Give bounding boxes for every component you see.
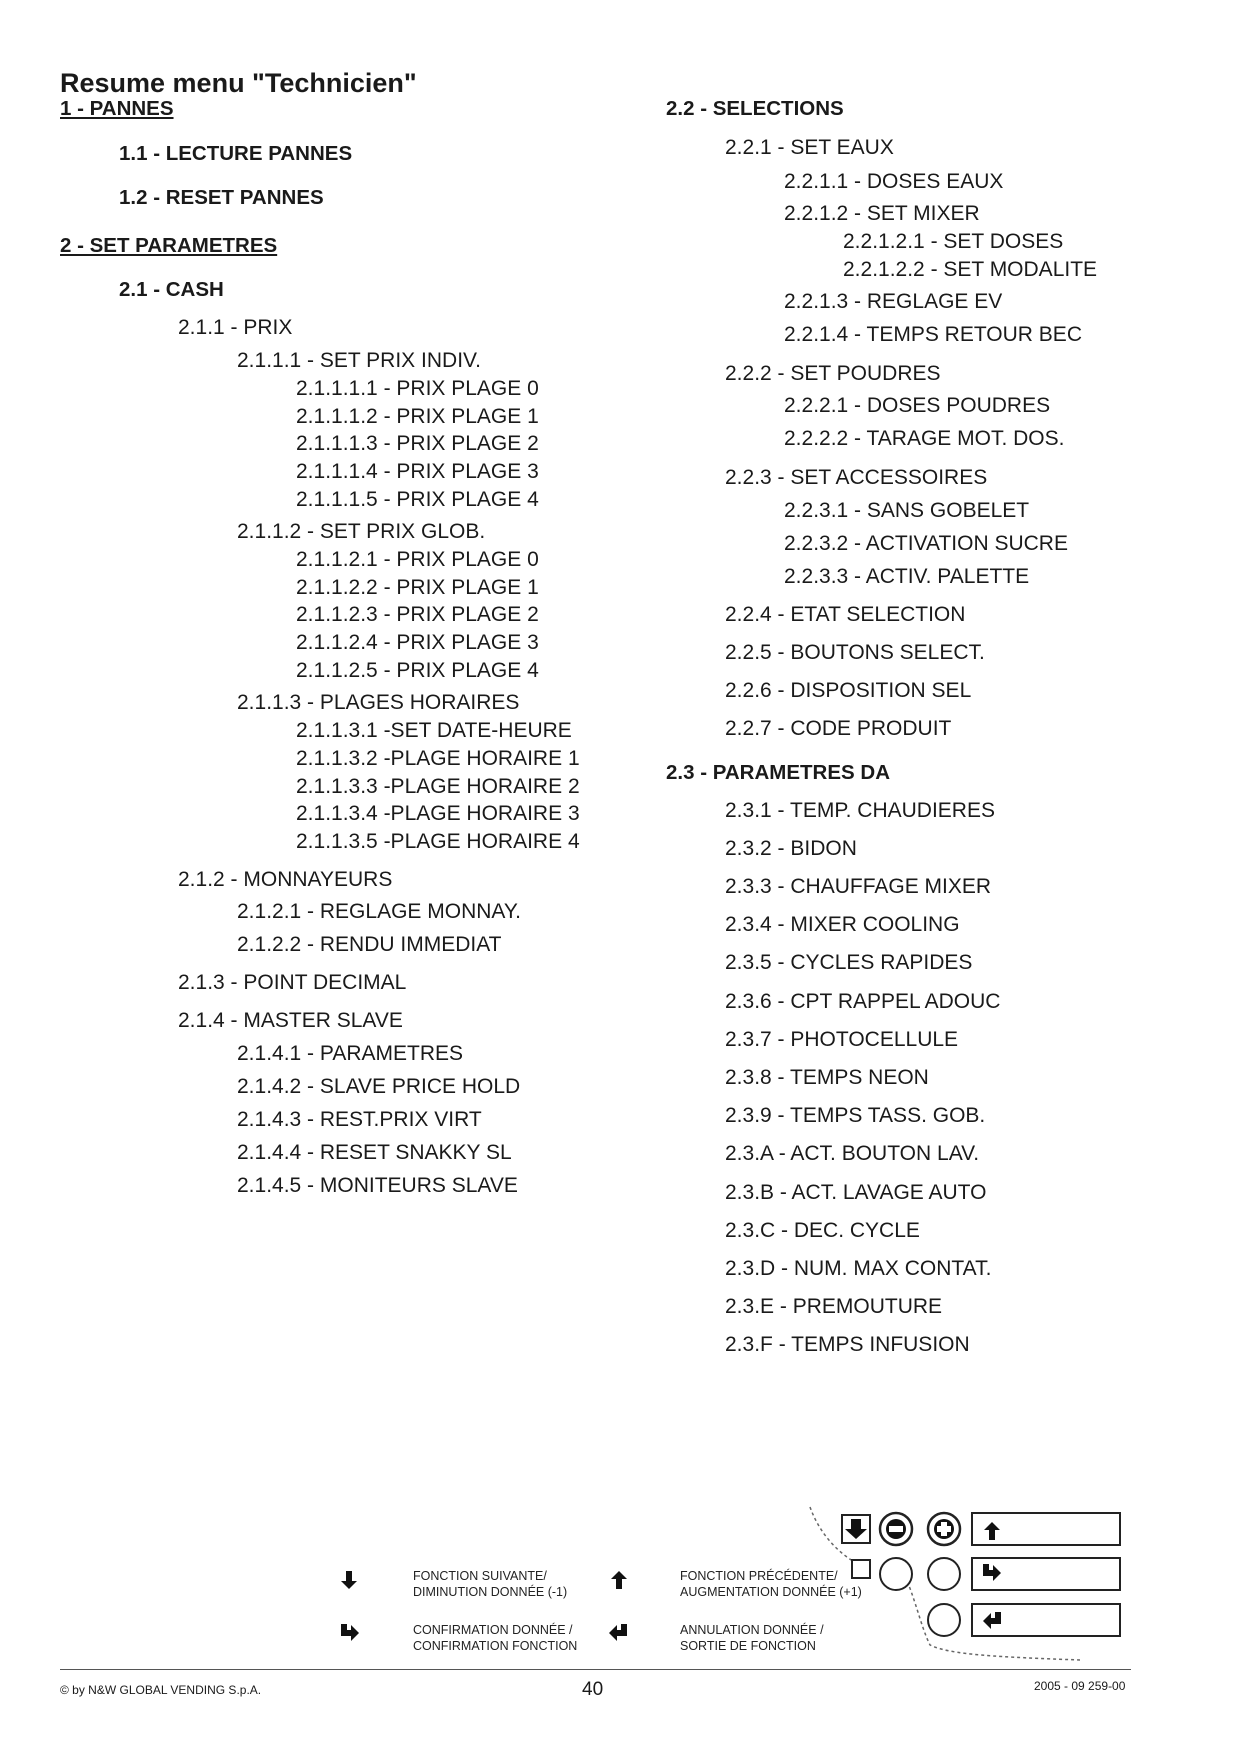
left-menu-item: 2.1.1.3.2 -PLAGE HORAIRE 1 <box>296 747 580 770</box>
right-menu-item: 2.3.D - NUM. MAX CONTAT. <box>725 1257 992 1280</box>
footer-copyright: © by N&W GLOBAL VENDING S.p.A. <box>60 1683 262 1697</box>
right-menu-item: 2.2.3.1 - SANS GOBELET <box>784 499 1030 522</box>
right-menu-item: 2.2.2 - SET POUDRES <box>725 362 941 385</box>
left-menu-item: 2.1.4.1 - PARAMETRES <box>237 1042 464 1065</box>
right-menu-item: 2.3.1 - TEMP. CHAUDIERES <box>725 799 995 822</box>
left-menu-item: 2.1.1.1.3 - PRIX PLAGE 2 <box>296 432 539 455</box>
right-menu-item: 2.2.6 - DISPOSITION SEL <box>725 679 972 702</box>
enter-arrow-icon <box>338 1621 360 1643</box>
left-menu-item: 2.1.1.2.4 - PRIX PLAGE 3 <box>296 631 539 654</box>
right-menu-item: 2.2.7 - CODE PRODUIT <box>725 717 952 740</box>
right-menu-item: 2.2.1.2.1 - SET DOSES <box>843 230 1064 253</box>
left-menu-item: 2 - SET PARAMETRES <box>60 234 278 257</box>
left-menu-item: 2.1.1.1.2 - PRIX PLAGE 1 <box>296 405 539 428</box>
right-menu-item: 2.3.6 - CPT RAPPEL ADOUC <box>725 990 1001 1013</box>
right-menu-item: 2.2.3 - SET ACCESSOIRES <box>725 466 988 489</box>
left-menu-item: 2.1.2.2 - RENDU IMMEDIAT <box>237 933 502 956</box>
left-menu-item: 2.1.1.2.5 - PRIX PLAGE 4 <box>296 659 539 682</box>
left-menu-item: 2.1.1.3.5 -PLAGE HORAIRE 4 <box>296 830 580 853</box>
document-code: 2005 - 09 259-00 <box>1034 1679 1126 1693</box>
right-menu-item: 2.2.2.2 - TARAGE MOT. DOS. <box>784 427 1065 450</box>
right-menu-item: 2.3 - PARAMETRES DA <box>666 761 891 784</box>
arrow-up-icon <box>608 1569 630 1591</box>
right-menu-item: 2.2.1.4 - TEMPS RETOUR BEC <box>784 323 1082 346</box>
right-menu-item: 2.2.1 - SET EAUX <box>725 136 894 159</box>
back-arrow-icon <box>608 1621 630 1643</box>
right-menu-item: 2.3.B - ACT. LAVAGE AUTO <box>725 1181 987 1204</box>
left-menu-item: 2.1.1.1.4 - PRIX PLAGE 3 <box>296 460 539 483</box>
left-menu-item: 2.1.1.1 - SET PRIX INDIV. <box>237 349 481 372</box>
right-menu-item: 2.3.A - ACT. BOUTON LAV. <box>725 1142 980 1165</box>
left-menu-item: 2.1.3 - POINT DECIMAL <box>178 971 407 994</box>
right-menu-item: 2.2.4 - ETAT SELECTION <box>725 603 966 626</box>
footer-divider <box>60 1669 1131 1670</box>
legend-previous-function: FONCTION PRÉCÉDENTE/ AUGMENTATION DONNÉE (+1) <box>680 1569 862 1599</box>
left-menu-item: 2.1.1.3.3 -PLAGE HORAIRE 2 <box>296 775 580 798</box>
right-menu-item: 2.3.7 - PHOTOCELLULE <box>725 1028 959 1051</box>
left-menu-item: 1 - PANNES <box>60 97 174 120</box>
right-menu-item: 2.3.E - PREMOUTURE <box>725 1295 943 1318</box>
left-menu-item: 1.1 - LECTURE PANNES <box>119 142 353 165</box>
left-menu-item: 2.1.4.2 - SLAVE PRICE HOLD <box>237 1075 521 1098</box>
right-menu-item: 2.2.3.3 - ACTIV. PALETTE <box>784 565 1030 588</box>
legend-next-function: FONCTION SUIVANTE/ DIMINUTION DONNÉE (-1) <box>413 1569 568 1599</box>
right-menu-item: 2.3.C - DEC. CYCLE <box>725 1219 920 1242</box>
right-menu-item: 2.3.3 - CHAUFFAGE MIXER <box>725 875 992 898</box>
right-menu-item: 2.2.1.1 - DOSES EAUX <box>784 170 1004 193</box>
arrow-down-icon <box>338 1569 360 1591</box>
right-menu-item: 2.3.9 - TEMPS TASS. GOB. <box>725 1104 986 1127</box>
left-menu-item: 1.2 - RESET PANNES <box>119 186 324 209</box>
page-title: Resume menu "Technicien" <box>60 68 417 98</box>
left-menu-item: 2.1.1.2.2 - PRIX PLAGE 1 <box>296 576 539 599</box>
right-menu-item: 2.2.5 - BOUTONS SELECT. <box>725 641 985 664</box>
left-menu-item: 2.1.4 - MASTER SLAVE <box>178 1009 403 1032</box>
right-menu-item: 2.3.2 - BIDON <box>725 837 857 860</box>
right-menu-item: 2.3.F - TEMPS INFUSION <box>725 1333 970 1356</box>
left-menu-item: 2.1.2 - MONNAYEURS <box>178 868 393 891</box>
left-menu-item: 2.1.4.3 - REST.PRIX VIRT <box>237 1108 482 1131</box>
right-menu-item: 2.2.3.2 - ACTIVATION SUCRE <box>784 532 1068 555</box>
right-menu-item: 2.2.1.2.2 - SET MODALITE <box>843 258 1098 281</box>
keypad-illustration <box>800 1505 1140 1665</box>
left-menu-item: 2.1.1.2 - SET PRIX GLOB. <box>237 520 486 543</box>
legend-confirm: CONFIRMATION DONNÉE / CONFIRMATION FONCTION <box>413 1623 578 1653</box>
right-menu-item: 2.3.8 - TEMPS NEON <box>725 1066 929 1089</box>
left-menu-item: 2.1.1.2.3 - PRIX PLAGE 2 <box>296 603 539 626</box>
left-menu-item: 2.1.4.5 - MONITEURS SLAVE <box>237 1174 518 1197</box>
legend-cancel: ANNULATION DONNÉE / SORTIE DE FONCTION <box>680 1623 824 1653</box>
right-menu-item: 2.2.1.3 - REGLAGE EV <box>784 290 1003 313</box>
right-menu-item: 2.2.1.2 - SET MIXER <box>784 202 980 225</box>
right-menu-item: 2.2 - SELECTIONS <box>666 97 844 120</box>
left-menu-item: 2.1.1 - PRIX <box>178 316 293 339</box>
left-menu-item: 2.1.2.1 - REGLAGE MONNAY. <box>237 900 521 923</box>
left-menu-item: 2.1 - CASH <box>119 278 224 301</box>
left-menu-item: 2.1.1.3.4 -PLAGE HORAIRE 3 <box>296 802 580 825</box>
right-menu-item: 2.2.2.1 - DOSES POUDRES <box>784 394 1051 417</box>
left-menu-item: 2.1.1.2.1 - PRIX PLAGE 0 <box>296 548 539 571</box>
left-menu-item: 2.1.1.3 - PLAGES HORAIRES <box>237 691 520 714</box>
left-menu-item: 2.1.1.1.1 - PRIX PLAGE 0 <box>296 377 539 400</box>
left-menu-item: 2.1.4.4 - RESET SNAKKY SL <box>237 1141 512 1164</box>
right-menu-item: 2.3.5 - CYCLES RAPIDES <box>725 951 973 974</box>
right-menu-item: 2.3.4 - MIXER COOLING <box>725 913 960 936</box>
left-menu-item: 2.1.1.3.1 -SET DATE-HEURE <box>296 719 572 742</box>
page-number: 40 <box>582 1679 604 1700</box>
left-menu-item: 2.1.1.1.5 - PRIX PLAGE 4 <box>296 488 539 511</box>
